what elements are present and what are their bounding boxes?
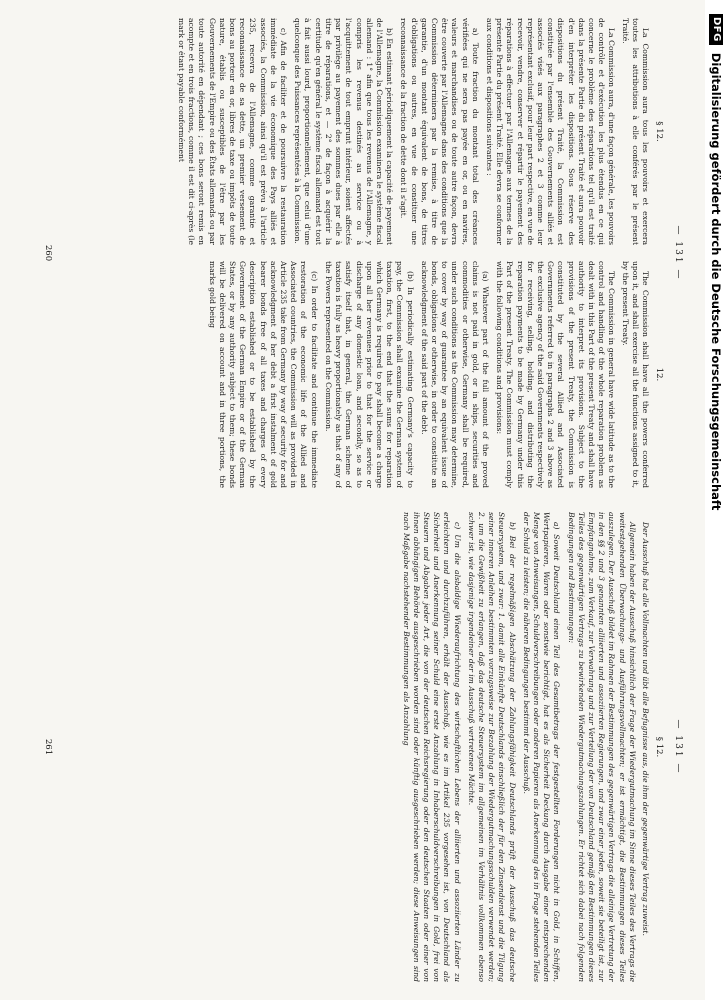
section-heading: § 12. — [654, 736, 664, 758]
paragraph-item-b: b) En estimant périodiquement la capacité de payement de l'Allemagne, la Commission examinera le système fiscal allemand : 1° afin que tous les revenus de l'Allemagne, y compris les revenus destinés au service ou à l'acquittement de tout emprunt intérieur, soient affectés par privilège au payement des sommes dues par elle à titre de réparations, et — 2° de façon à acquérir la certitude qu'en général le système fiscal allemand est tout à fait aussi lourd, proportionnellement, que celui d'une quelconque des Puissances représentées à la Commission. — [293, 18, 395, 245]
dfg-logo: DFG — [709, 14, 723, 45]
credit-text: Digitalisierung gefördert durch die Deutsche Forschungsgemeinschaft — [709, 52, 723, 511]
scan-margin — [705, 0, 727, 1000]
right-page — [27, 512, 687, 982]
columns — [59, 18, 665, 488]
paragraph: La Commission aura tous les pouvoirs et exercera toutes les attributions à elle conférés par le présent Traité. — [620, 18, 650, 245]
paragraph-item-a: a) Toute fraction du montant total des créances vérifiées qui ne sera pas payée en or, ou en navires, valeurs et marchandises ou de toute autre façon, devra être couverte par l'Allemagne dans des conditions que la Commission déterminera par la remise, à titre de garantie, d'un montant équivalent de bons, de titres d'obligations ou autres, en vue de constituer une reconnaissance de la fraction de dette dont il s'agit. — [399, 18, 480, 245]
section-heading: 12. — [654, 367, 664, 382]
page-header-number: — 131 — — [673, 719, 683, 775]
page-header-number: — 131 — — [673, 225, 683, 281]
page-header — [669, 512, 687, 982]
paragraph-item-c: c) Afin de faciliter et de poursuivre la restauration immédiate de la vie économique des Pays alliés et associés, la Commission, ainsi qu'il est prévu à l'article 235, recevra de l'Allemagne, comme garantie et reconnaissance de sa dette, un premier versement de bons au porteur en or, libres de taxe ou impôts de toute nature, établis ou susceptibles de l'être par les Gouvernements de l'Empire ou des États allemands ou par toute autorité en dépendant ; ces bons seront remis en acompte et en trois fractions, comme il est dit ci-après (le mark or étant payable conformément — [177, 18, 289, 245]
paragraph: The Commission shall have all the powers conferred upon it, and shall exercise all the functions assigned to it, by the present Treaty. — [620, 261, 650, 488]
paragraph-item-a: a) Soweit Deutschland einen Teil des Gesamtbetrags der festgestellten Forderungen nicht in Gold, in Schiffen, Wertpapieren, Waren oder sonstwie berichtigt, hat es als Sicherheit Deckung durch Ausgabe einer entsprechenden Menge von Anweisungen, Schuldverschreibungen oder anderen Papieren als Anerkennung des in Frage stehenden Teiles der Schuld zu leisten; die näheren Bedingungen bestimmt der Ausschuß. — [521, 512, 562, 982]
page-header — [669, 18, 687, 488]
paragraph: The Commission in general have wide latitude as to the control and handling of the whole reparation problem as dealt with in this Part of the present Treaty and shall have authority to interpret its provisions. Subject to the provisions of the present Treaty, the Commission is constituted by the several Allied and Associated Governments referred to in paragraphs 2 and 3 above as the exclusive agency of the said Governments respectively for receiving, selling, holding, and distributing the reparation payments to be made by Germany under this Part of the present Treaty. The Commission must comply with the following conditions and provisions: — [495, 261, 617, 488]
section-heading: § 12. — [654, 121, 664, 142]
paragraph-item-c: c) Um die alsbaldige Wiederaufrichtung des wirtschaftlichen Lebens der alliierten und assoziierten Länder zu erleichtern und durchzuführen, erhält der Ausschuß, wie es im Artikel 235 vorgesehen ist, von Deutschland als Sicherheit und Anerkennung seiner Schuld eine erste Anzahlung in Inhaberschuldverschreibungen in Gold, frei von Steuern und Abgaben jeder Art, die von der deutschen Reichsregierung oder den deutschen Staaten oder einer von ihnen abhängigen Behörde ausgeschrieben worden sind oder künftig ausgeschrieben werden; diese Anweisungen sind nach Maßgabe nachstehender Bestimmungen als Anzahlung — [401, 512, 462, 982]
english-column — [59, 261, 665, 488]
columns — [59, 512, 665, 982]
paragraph-item-a: (a) Whatever part of the full amount of the proved claims is not paid in gold, or in ships, securities and commodities or otherwise, Germany shall be required, under such conditions as the Commission may determine, to cover by way of guarantee by an equivalent issue of bonds, obligations or otherwise, in order to constitute an acknowledgment of the said part of the debt. — [419, 261, 490, 488]
paragraph: Der Ausschuß hat alle Vollmachten und übt alle Befugnisse aus, die ihm der gegenwärtige Vertrag zuweist. — [641, 522, 650, 936]
paragraph-item-c: (c) In order to facilitate and continue the immediate restoration of the economic life of the Allied and Associated countries, the Commission will as provided in Article 235 take from Germany by way of security for and acknowledgment of her debt a first instalment of gold bearer bonds free of all taxes and charges of every description established or to be established by the Government of the German Empire or of the German States, or by any authority subject to them; these bonds will be delivered on account and in three portions, the marks gold being — [207, 261, 319, 488]
paragraph-item-b: b) Bei der regelmäßigen Abschätzung der Zahlungsfähigkeit Deutschlands prüft der Ausschuß das deutsche Steuersystem, und zwar: 1. damit alle Einkünfte Deutschlands einschließlich der für den Zinsendienst und die Tilgung seiner inneren Anleihen bestimmten vorzugsweise zur Bezahlung der Wiedergutmachungsschulden verwendet werden; 2. um die Gewißheit zu erlangen, daß das deutsche Steuersystem im allgemeinen im Verhältnis vollkommen ebenso schwer ist, wie dasjenige irgendeiner der im Ausschuß vertretenen Mächte. — [466, 512, 517, 982]
page-footer-number: 261 — [43, 738, 53, 756]
left-page — [27, 18, 687, 488]
digitization-credit — [707, 14, 725, 986]
paragraph: La Commission aura, d'une façon générale, les pouvoirs de contrôle et d'exécution les plus étendus en ce qui concerne le problème des réparations tel qu'il est traité dans la présente Partie du présent Traité et aura pouvoir d'en interpréter les dispositions. Sous réserve des dispositions du présent Traité, la Commission est constituée par l'ensemble des Gouvernements alliés et associés visés aux paragraphes 2 et 3 comme leur représentant exclusif, pour leur part respective, en vue de recevoir, vendre, conserver et répartir le payement des réparations à effectuer par l'Allemagne aux termes de la présente Partie du présent Traité. Elle devra se conformer aux conditions et dispositions suivantes : — [484, 18, 617, 245]
german-column — [59, 512, 665, 982]
french-column — [59, 18, 665, 245]
paragraph: Allgemein haben der Ausschuß hinsichtlich der Frage der Wiedergutmachung im Sinne dieses Teiles des Vertrags die weitestgehenden Überwachungs- und Ausführungsvollmachten; er ist ermächtigt, die Bestimmungen dieses Teiles auszulegen. Der Ausschuß bildet im Rahmen der Bestimmungen des gegenwärtigen Vertrags die alleinige Vertretung der in den §§ 2 und 3 genannten alliierten und assoziierten Regierungen, und zwar einer jeden, soweit sie beteiligt ist, zur Empfangnahme, zum Verkauf, zur Verwahrung und zur Verteilung der von Deutschland gemäß den Bestimmungen dieses Teiles des gegenwärtigen Vertrags zu bewirkenden Wiedergutmachungszahlungen. Er richtet sich dabei nach folgenden Bedingungen und Bestimmungen: — [566, 512, 637, 982]
page-footer-number: 260 — [43, 244, 53, 262]
paragraph-item-b: (b) In periodically estimating Germany's capacity to pay, the Commission shall examine the German system of taxation, first, to the end that the sums for reparation which Germany is required to pay shall become a charge upon all her revenues prior to that for the service or discharge of any domestic loan, and secondly, so as to satisfy itself that, in general, the German scheme of taxation is fully as heavy proportionately as that of any of the Powers represented on the Commission. — [323, 261, 415, 488]
